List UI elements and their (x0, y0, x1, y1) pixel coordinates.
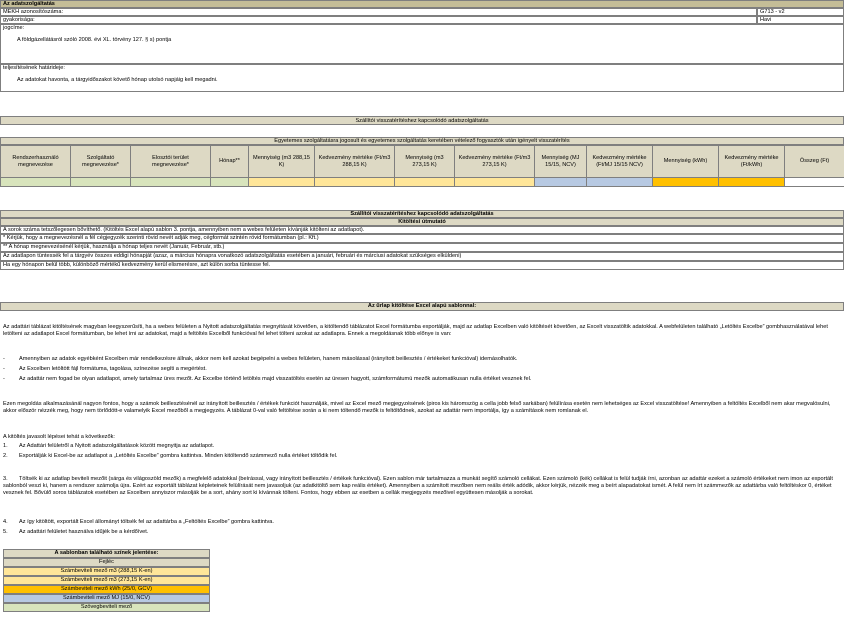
section4-title: Az űrlap kitöltése Excel alapú sablonnal: (0, 302, 844, 311)
legend-item: Fejléc (3, 558, 210, 567)
input-cell[interactable] (315, 178, 395, 187)
input-cell[interactable] (395, 178, 455, 187)
legend-item: Számbeviteli mező m3 (273,15 K-en) (3, 576, 210, 585)
section2-group-header: Egyetemes szolgáltatásra jogosult és egyetemes szolgáltatás keretében vételező fogyasztók után igényelt visszatérítés (0, 137, 844, 145)
refund-table-header-row (1, 146, 844, 178)
step-row (3, 443, 841, 453)
col-header: Mennyiség (m3 288,15 K) (249, 146, 315, 178)
col-header: Rendszerhasználó megnevezése (1, 146, 71, 178)
input-cell[interactable] (455, 178, 535, 187)
step-text: Exportálják ki Excel-be az adatlapot a „Letöltés Excelbe” gombra kattintva. Minden kitöltendő számmező nulla értéket töltődik fel. (19, 453, 338, 459)
section3-title: Szállítói visszatérítéshez kapcsolódó adatszolgáltatás (0, 210, 844, 218)
input-cell[interactable] (1, 178, 71, 187)
col-header: Kedvezmény mértéke (Ft/kWh) (719, 146, 785, 178)
guide-line: Az adatlapon tüntessék fel a tárgyév összes eddigi hónapját (azaz, a március hónapra vonatkozó adatszolgáltatás esetében a januári, februári és márciusi adatokat szükséges elküldeni) (0, 252, 844, 261)
refund-table (0, 145, 844, 187)
col-header: Kedvezmény mértéke (Ft/m3 273,15 K) (455, 146, 535, 178)
step-row (3, 476, 841, 518)
guide-line: * Kérjük, hogy a megnevezésnél a fél cégjegyzék szerinti rövid nevét adják meg, cégformát szintén rövid formátumban (pl.: Kft.) (0, 234, 844, 243)
step-text: Az így kitöltött, exportált Excel állományt töltsék fel az adattárba a „Feltöltés Excelbe” gombra kattintva. (19, 519, 274, 525)
id-value: G713 - v2 (757, 8, 844, 16)
legend-item: Szövegbeviteli mező (3, 603, 210, 612)
id-label: MEKH azonosítószáma: (0, 8, 757, 16)
bullet-text: Az Excelben letöltött fájl formátuma, tagolása, színezése segíti a megértést. (19, 366, 207, 372)
guide-line: ** A hónap megnevezésénél kérjük, használja a hónap teljes nevét (Január, Február, stb.) (0, 243, 844, 252)
input-cell[interactable] (719, 178, 785, 187)
col-header: Kedvezmény mértéke (Ft/MJ 15/15 NCV) (587, 146, 653, 178)
col-header: Mennyiség (kWh) (653, 146, 719, 178)
bullet-row: - Amennyiben az adatok egyébként Excelben már rendelkezésre állnak, akkor nem kell azokat begépelni a webes felületen, hanem másolással (irányított beillesztés / értékeket funkcióval) idemásolhatók. (3, 356, 518, 362)
legend-item: Számbeviteli mező m3 (288,15 K-en) (3, 567, 210, 576)
bullet-row: - Az adattár nem fogad be olyan adatlapot, amely tartalmaz üres mezőt. Az Excelbe történő letöltés majd visszatöltés esetén az üresen hagyott, számformátumú mezők automatikusan nulla értéket vesznek fel. (3, 376, 532, 382)
refund-table-input-row (1, 178, 844, 187)
legal-value: A földgázellátásról szóló 2008. évi XL. törvény 127. § s) pontja (17, 37, 172, 43)
step-number: 3. (3, 476, 8, 482)
input-cell[interactable] (653, 178, 719, 187)
step-row (3, 453, 841, 463)
input-cell[interactable] (587, 178, 653, 187)
legal-block (0, 24, 844, 64)
step-number: 5. (3, 529, 8, 535)
legend-item: Számbeviteli mező kWh (25/0, GCV) (3, 585, 210, 594)
info-title: Az adatszolgáltatás (0, 0, 844, 8)
step-row (3, 519, 841, 529)
step-text: Az adattári felületet használva idűjék be a kérdőívet. (19, 529, 149, 535)
guide-line: Ha egy hónapon belül több, különböző mértékű kedvezmény kerül elismerésre, azt külön sorba tüntesse fel. (0, 261, 844, 270)
freq-label: gyakorisága: (0, 16, 757, 24)
freq-value: Havi (757, 16, 844, 24)
step-text: Töltsék ki az adatlap beviteli mezőit (sárga és világoszöld mezők) a megfelelő adatokkal (beírással, vagy irányított beillesztés / értékek funkcióval). Ezen sablon már tartalmazza a munkát segítő számoló cellákat. Ezen számoló (kék) cellákat is felül tudják írni, azonban az adattár ezeket a számoló értékeket nem imon az exportált sablonból veszi ki, hanem a rendszer számolja újra. Ezért az exportált táblázat képleteinek felülírását nem javasoljuk (az adatkitöltő sem kap reális értéket). Amennyiben a számított mezőben nem reális érték adódik, akkor kérjük, nézzék meg a beírt alapadatokat ismét. A felül nem írt számmezők az adattárba való feltöltéskor 0, értéket vesznek fel. Bővülő soros táblázatok esetében az Excelben annyiszor másolják be a sort, ahány sort ki kívánnak tölteni. Fontos, hogy ebben az esetben a cellák megjegyzés mezőivel együttesen másolják a sorokat. (3, 476, 833, 497)
section2-title: Szállítói visszatérítéshez kapcsolódó adatszolgáltatás (0, 116, 844, 125)
input-cell[interactable] (211, 178, 249, 187)
input-cell[interactable] (131, 178, 211, 187)
input-cell[interactable] (785, 178, 844, 187)
deadline-block (0, 64, 844, 92)
section3-subtitle: Kitöltési útmutató (0, 218, 844, 226)
bullet-row: - Az Excelben letöltött fájl formátuma, tagolása, színezése segíti a megértést. (3, 366, 207, 372)
bullet-text: Az adattár nem fogad be olyan adatlapot, amely tartalmaz üres mezőt. Az Excelbe történő letöltés majd visszatöltés esetén az üresen hagyott, számformátumú mezők automatikusan nulla értéket vesznek fel. (19, 376, 532, 382)
input-cell[interactable] (535, 178, 587, 187)
step-number: 1. (3, 443, 8, 449)
col-header: Szolgáltató megnevezése* (71, 146, 131, 178)
guide-line: A sorok száma tetszőlegesen bővíthető. (Kitöltés Excel alapú sablon 3. pontja, amennyiben nem a webes felületen kívánják kitölteni az adatlapot). (0, 226, 844, 234)
bullet-text: Amennyiben az adatok egyébként Excelben már rendelkezésre állnak, akkor nem kell azokat begépelni a webes felületen, hanem másolással (irányított beillesztés / értékeket funkcióval) idemásolhatók. (19, 356, 518, 362)
col-header: Mennyiség (MJ 15/15, NCV) (535, 146, 587, 178)
section4-intro: Az adattári táblázat kitöltésének magyban leegyszerűsíti, ha a webes felületen a Nyitott adatszolgáltatás megnyitását követően, a kitöltendő táblázatot Excel formátumba exportálják, majd az adatlap Excelben való kitöltését követően, az Excelt visszatöltik adatokkal. A webfelületen található „Letöltés Excelbe” gombhasználatával lehet letölteni az adatlapot Excel formátumban, be lehet írni az adatokat, majd a feltöltés Excelből funkcióval fel lehet tölteni azokat az adatlapra. Ennek a megoldásnak több előnye is van: (3, 324, 828, 338)
deadline-value: Az adatokat havonta, a tárgyidőszakot követő hónap utolsó napjáig kell megadni. (17, 77, 218, 83)
col-header: Kedvezmény mértéke (Ft/m3 288,15 K) (315, 146, 395, 178)
legend-title: A sablonban található színek jelentése: (3, 549, 210, 558)
input-cell[interactable] (249, 178, 315, 187)
step-row (3, 529, 841, 539)
input-cell[interactable] (71, 178, 131, 187)
legal-label: jogcíme: (3, 25, 25, 31)
legend-item: Számbeviteli mező MJ (15/0, NCV) (3, 594, 210, 603)
col-header: Hónap** (211, 146, 249, 178)
col-header: Elosztói terület megnevezése* (131, 146, 211, 178)
steps-intro: A kitöltés javasolt lépései tehát a következők: (3, 434, 115, 440)
section4-para2: Ezen megoldás alkalmazásánál nagyon fontos, hogy a számok beillesztésénél az irányított beillesztés / értékek funkciót használják, mivel az Excel mező megjegyzésének (piros kis háromszög a cella jobb felső sarkában) felülírása esetén nem lehetséges az Excel visszatöltése! Amennyiben a feltöltés Excelből nem akar megvalósulni, akkor először nézzék meg, hogy nem törlődött-e valamelyik Excel mezőből a megjegyzés. A táblázat 0-val való feltöltése során a ki nem töltendő mezők is feltöltődnek, azokat az adattár nem importálja, így a számítások nem romlanak el. (3, 401, 831, 415)
step-number: 4. (3, 519, 8, 525)
deadline-label: teljesítésének határideje: (3, 65, 65, 71)
col-header: Összeg (Ft) (785, 146, 844, 178)
step-number: 2. (3, 453, 8, 459)
col-header: Mennyiség (m3 273,15 K) (395, 146, 455, 178)
step-text: Az Adattári felületről a Nyitott adatszolgáltatások között megnyitja az adatlapot. (19, 443, 215, 449)
